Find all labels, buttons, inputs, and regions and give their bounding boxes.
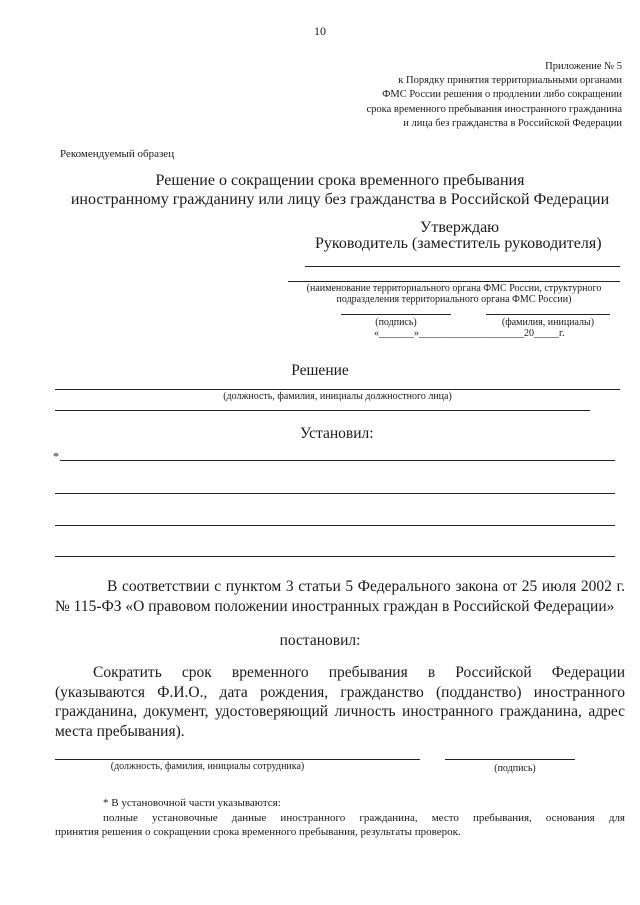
approver-signature-line [341,314,451,315]
approve-label: Утверждаю [420,219,500,236]
approver-name-line [486,314,610,315]
established-marker: * [53,449,59,463]
page-number: 10 [314,24,326,38]
employee-signature-line [445,759,575,760]
employee-line [55,759,420,760]
official-line [55,389,620,390]
document-title [40,171,640,209]
approver-name-caption: (фамилия, инициалы) [501,317,595,328]
official-caption: (должность, фамилия, инициалы должностного лица) [223,391,452,402]
approver-signature-caption: (подпись) [375,317,417,328]
footnote [55,796,625,840]
employee-signature-caption: (подпись) [494,763,536,774]
appendix-line: срока временного пребывания иностранного гражданина [366,103,622,115]
approver-role: Руководитель (заместитель руководителя) [315,235,602,252]
document-title-line1: Решение о сокращении срока временного пребывания [155,172,525,189]
employee-caption: (должность, фамилия, инициалы сотрудника) [110,761,305,772]
appendix-line: и лица без гражданства в Российской Федерации [403,117,622,129]
footnote-body-line1: полные установочные данные иностранного гражданина, место пребывания, основания для [103,811,625,824]
org-caption-line2: подразделения территориального органа ФМС России) [336,294,572,305]
recommended-sample-label: Рекомендуемый образец [60,148,175,160]
decision-paragraph-line4: места пребывания). [55,722,185,740]
footnote-title: * В установочной части указываются: [103,797,281,809]
official-line-2 [55,410,590,411]
org-name-line-1 [305,266,620,267]
org-name-line-2 [288,281,620,282]
document-title-line2: иностранному гражданину или лицу без гражданства в Российской Федерации [70,191,610,208]
decision-paragraph-line3: гражданина, документ, удостоверяющий личность иностранного гражданина, адрес [55,703,625,720]
appendix-header [366,60,622,131]
decision-paragraph [55,663,625,741]
approval-date-line: «_______»_____________________20_____г. [374,328,565,339]
established-line-3 [55,525,615,526]
appendix-line: ФМС России решения о продлении либо сокращении [382,89,622,101]
established-line-4 [55,556,615,557]
law-paragraph-line2: № 115-ФЗ «О правовом положении иностранных граждан в Российской Федерации» [55,598,615,615]
decision-paragraph-line1: Сократить срок временного пребывания в Российской Федерации [93,664,625,681]
appendix-line: Приложение № 5 [545,61,622,72]
law-paragraph-line1: В соответствии с пунктом 3 статьи 5 Федерального закона от 25 июля 2002 г. [107,578,625,595]
established-heading: Установил: [300,425,374,442]
resolved-heading: постановил: [279,632,361,649]
org-caption-line1: (наименование территориального органа ФМС России, структурного [306,283,602,294]
law-paragraph [55,577,625,617]
decision-paragraph-line2: (указываются Ф.И.О., дата рождения, гражданство (подданство) иностранного [55,683,625,701]
decision-heading: Решение [291,362,349,379]
footnote-body-line2: принятия решения о сокращении срока временного пребывания, результаты проверок. [55,826,461,838]
established-line-2 [55,493,615,494]
established-line-1 [60,460,615,461]
appendix-line: к Порядку принятия территориальными органами [398,75,622,87]
